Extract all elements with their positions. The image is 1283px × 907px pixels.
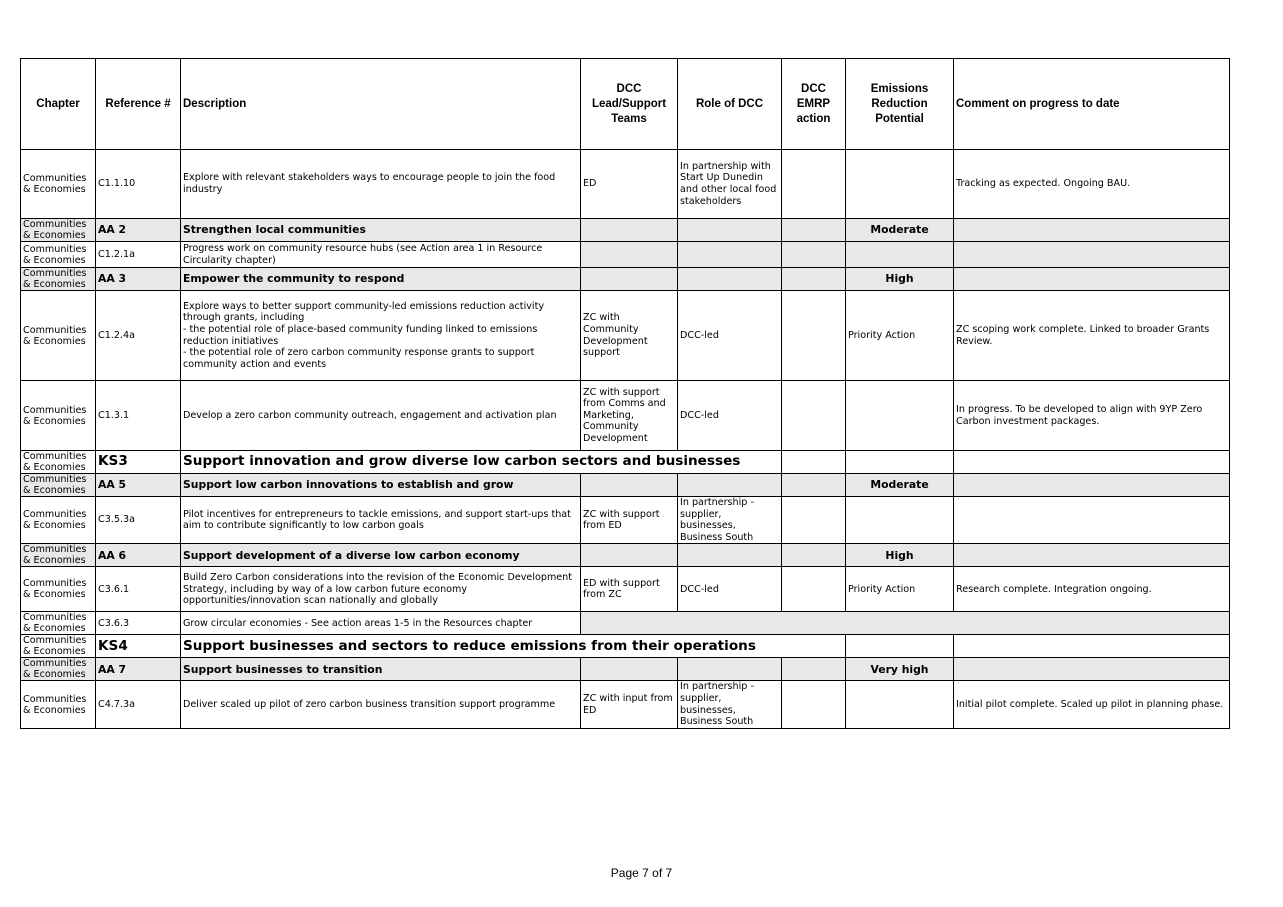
cell-lead	[581, 544, 678, 567]
cell-desc: Support businesses to transition	[181, 658, 581, 681]
cell-ref: C1.2.4a	[96, 291, 181, 381]
col-chapter: Chapter	[21, 59, 96, 150]
table-row	[21, 150, 1230, 219]
cell-comment: In progress. To be developed to align with 9YP Zero Carbon investment packages.	[954, 381, 1230, 451]
col-potential: Emissions Reduction Potential	[846, 59, 954, 150]
page-number: Page 7 of 7	[610, 866, 673, 880]
cell-lead	[581, 242, 678, 268]
cell-comment: ZC scoping work complete. Linked to broader Grants Review.	[954, 291, 1230, 381]
table-row	[21, 497, 1230, 544]
cell-ref: AA 7	[96, 658, 181, 681]
action-area-row	[21, 219, 1230, 242]
cell-emrp	[782, 544, 846, 567]
cell-lead	[581, 658, 678, 681]
cell-ref: KS3	[96, 451, 181, 474]
cell-comment	[954, 497, 1230, 544]
cell-potential: High	[846, 268, 954, 291]
cell-emrp	[782, 474, 846, 497]
cell-comment	[954, 268, 1230, 291]
cell-chapter: Communities & Economies	[21, 612, 96, 635]
cell-emrp	[782, 497, 846, 544]
action-area-row	[21, 544, 1230, 567]
cell-chapter: Communities & Economies	[21, 219, 96, 242]
cell-role	[678, 219, 782, 242]
cell-emrp	[782, 291, 846, 381]
cell-role: DCC-led	[678, 567, 782, 612]
cell-potential: Priority Action	[846, 291, 954, 381]
cell-potential: Moderate	[846, 219, 954, 242]
col-description: Description	[181, 59, 581, 150]
progress-table	[20, 58, 1230, 729]
table-row	[21, 381, 1230, 451]
cell-chapter: Communities & Economies	[21, 474, 96, 497]
cell-chapter: Communities & Economies	[21, 268, 96, 291]
cell-comment: Research complete. Integration ongoing.	[954, 567, 1230, 612]
cell-role	[678, 658, 782, 681]
action-area-row	[21, 268, 1230, 291]
cell-emrp	[782, 150, 846, 219]
cell-desc: Progress work on community resource hubs (see Action area 1 in Resource Circularity chapter)	[181, 242, 581, 268]
col-lead: DCC Lead/Support Teams	[581, 59, 678, 150]
table-row	[21, 567, 1230, 612]
cell-potential: Moderate	[846, 474, 954, 497]
table-row	[21, 242, 1230, 268]
cell-potential: High	[846, 544, 954, 567]
cell-ref: C3.6.3	[96, 612, 181, 635]
cell-desc: Support businesses and sectors to reduce emissions from their operations	[181, 635, 846, 658]
col-role: Role of DCC	[678, 59, 782, 150]
cell-potential	[846, 381, 954, 451]
cell-lead: ZC with input from ED	[581, 681, 678, 728]
cell-role	[678, 268, 782, 291]
cell-chapter: Communities & Economies	[21, 544, 96, 567]
cell-lead: ED with support from ZC	[581, 567, 678, 612]
cell-desc: Build Zero Carbon considerations into the revision of the Economic Development Strategy, including by way of a low carbon future economy opportunities/innovation scan nationally and globally	[181, 567, 581, 612]
table-row	[21, 681, 1230, 728]
cell-ref: C1.1.10	[96, 150, 181, 219]
cell-ref: C4.7.3a	[96, 681, 181, 728]
header-row	[21, 59, 1230, 150]
cell-desc: Support low carbon innovations to establish and grow	[181, 474, 581, 497]
cell-ref: AA 6	[96, 544, 181, 567]
cell-potential	[846, 635, 954, 658]
cell-desc: Explore ways to better support community-led emissions reduction activity through grants, including - the potential role of place-based community funding linked to emissions reduction initiatives - the potential role of zero carbon community response grants to support community action and events	[181, 291, 581, 381]
cell-role: In partnership - supplier, businesses, Business South	[678, 497, 782, 544]
cell-merged-empty	[581, 612, 1230, 635]
cell-chapter: Communities & Economies	[21, 567, 96, 612]
cell-desc: Empower the community to respond	[181, 268, 581, 291]
cell-comment: Initial pilot complete. Scaled up pilot in planning phase.	[954, 681, 1230, 728]
table-row	[21, 291, 1230, 381]
cell-ref: C1.3.1	[96, 381, 181, 451]
cell-comment	[954, 474, 1230, 497]
cell-ref: AA 5	[96, 474, 181, 497]
cell-lead	[581, 474, 678, 497]
cell-chapter: Communities & Economies	[21, 242, 96, 268]
cell-lead: ZC with support from Comms and Marketing, Community Development	[581, 381, 678, 451]
col-reference: Reference #	[96, 59, 181, 150]
cell-role: DCC-led	[678, 381, 782, 451]
cell-emrp	[782, 681, 846, 728]
cell-lead: ZC with Community Development support	[581, 291, 678, 381]
cell-ref: KS4	[96, 635, 181, 658]
cell-role: In partnership with Start Up Dunedin and other local food stakeholders	[678, 150, 782, 219]
cell-potential: Very high	[846, 658, 954, 681]
cell-potential	[846, 681, 954, 728]
cell-chapter: Communities & Economies	[21, 381, 96, 451]
cell-lead: ED	[581, 150, 678, 219]
cell-chapter: Communities & Economies	[21, 635, 96, 658]
action-area-row	[21, 658, 1230, 681]
key-shift-row	[21, 451, 1230, 474]
cell-desc: Pilot incentives for entrepreneurs to tackle emissions, and support start-ups that aim to contribute significantly to low carbon goals	[181, 497, 581, 544]
cell-lead: ZC with support from ED	[581, 497, 678, 544]
cell-emrp	[782, 567, 846, 612]
cell-role	[678, 242, 782, 268]
cell-comment	[954, 658, 1230, 681]
cell-ref: C3.5.3a	[96, 497, 181, 544]
cell-potential	[846, 497, 954, 544]
cell-role	[678, 544, 782, 567]
cell-comment: Tracking as expected. Ongoing BAU.	[954, 150, 1230, 219]
cell-chapter: Communities & Economies	[21, 291, 96, 381]
cell-comment	[954, 544, 1230, 567]
cell-role: In partnership - supplier, businesses, Business South	[678, 681, 782, 728]
cell-role	[678, 474, 782, 497]
action-area-row	[21, 474, 1230, 497]
cell-desc: Explore with relevant stakeholders ways to encourage people to join the food industry	[181, 150, 581, 219]
cell-ref: C1.2.1a	[96, 242, 181, 268]
cell-potential	[846, 150, 954, 219]
cell-comment	[954, 219, 1230, 242]
key-shift-row	[21, 635, 1230, 658]
cell-emrp	[782, 219, 846, 242]
cell-lead	[581, 219, 678, 242]
cell-emrp	[782, 451, 846, 474]
col-comment: Comment on progress to date	[954, 59, 1230, 150]
cell-chapter: Communities & Economies	[21, 658, 96, 681]
cell-role: DCC-led	[678, 291, 782, 381]
cell-ref: AA 3	[96, 268, 181, 291]
cell-lead	[581, 268, 678, 291]
cell-ref: C3.6.1	[96, 567, 181, 612]
cell-chapter: Communities & Economies	[21, 681, 96, 728]
cell-emrp	[782, 242, 846, 268]
cell-comment	[954, 451, 1230, 474]
cell-desc: Support development of a diverse low carbon economy	[181, 544, 581, 567]
cell-potential: Priority Action	[846, 567, 954, 612]
cell-desc: Develop a zero carbon community outreach, engagement and activation plan	[181, 381, 581, 451]
cell-chapter: Communities & Economies	[21, 451, 96, 474]
cell-desc: Deliver scaled up pilot of zero carbon business transition support programme	[181, 681, 581, 728]
cell-desc: Strengthen local communities	[181, 219, 581, 242]
cell-comment	[954, 635, 1230, 658]
col-emrp: DCC EMRP action	[782, 59, 846, 150]
cell-comment	[954, 242, 1230, 268]
cell-ref: AA 2	[96, 219, 181, 242]
cell-emrp	[782, 658, 846, 681]
cell-chapter: Communities & Economies	[21, 150, 96, 219]
table-row	[21, 612, 1230, 635]
cell-potential	[846, 242, 954, 268]
cell-emrp	[782, 381, 846, 451]
cell-chapter: Communities & Economies	[21, 497, 96, 544]
cell-potential	[846, 451, 954, 474]
cell-desc: Grow circular economies - See action areas 1-5 in the Resources chapter	[181, 612, 581, 635]
cell-desc: Support innovation and grow diverse low carbon sectors and businesses	[181, 451, 782, 474]
cell-emrp	[782, 268, 846, 291]
